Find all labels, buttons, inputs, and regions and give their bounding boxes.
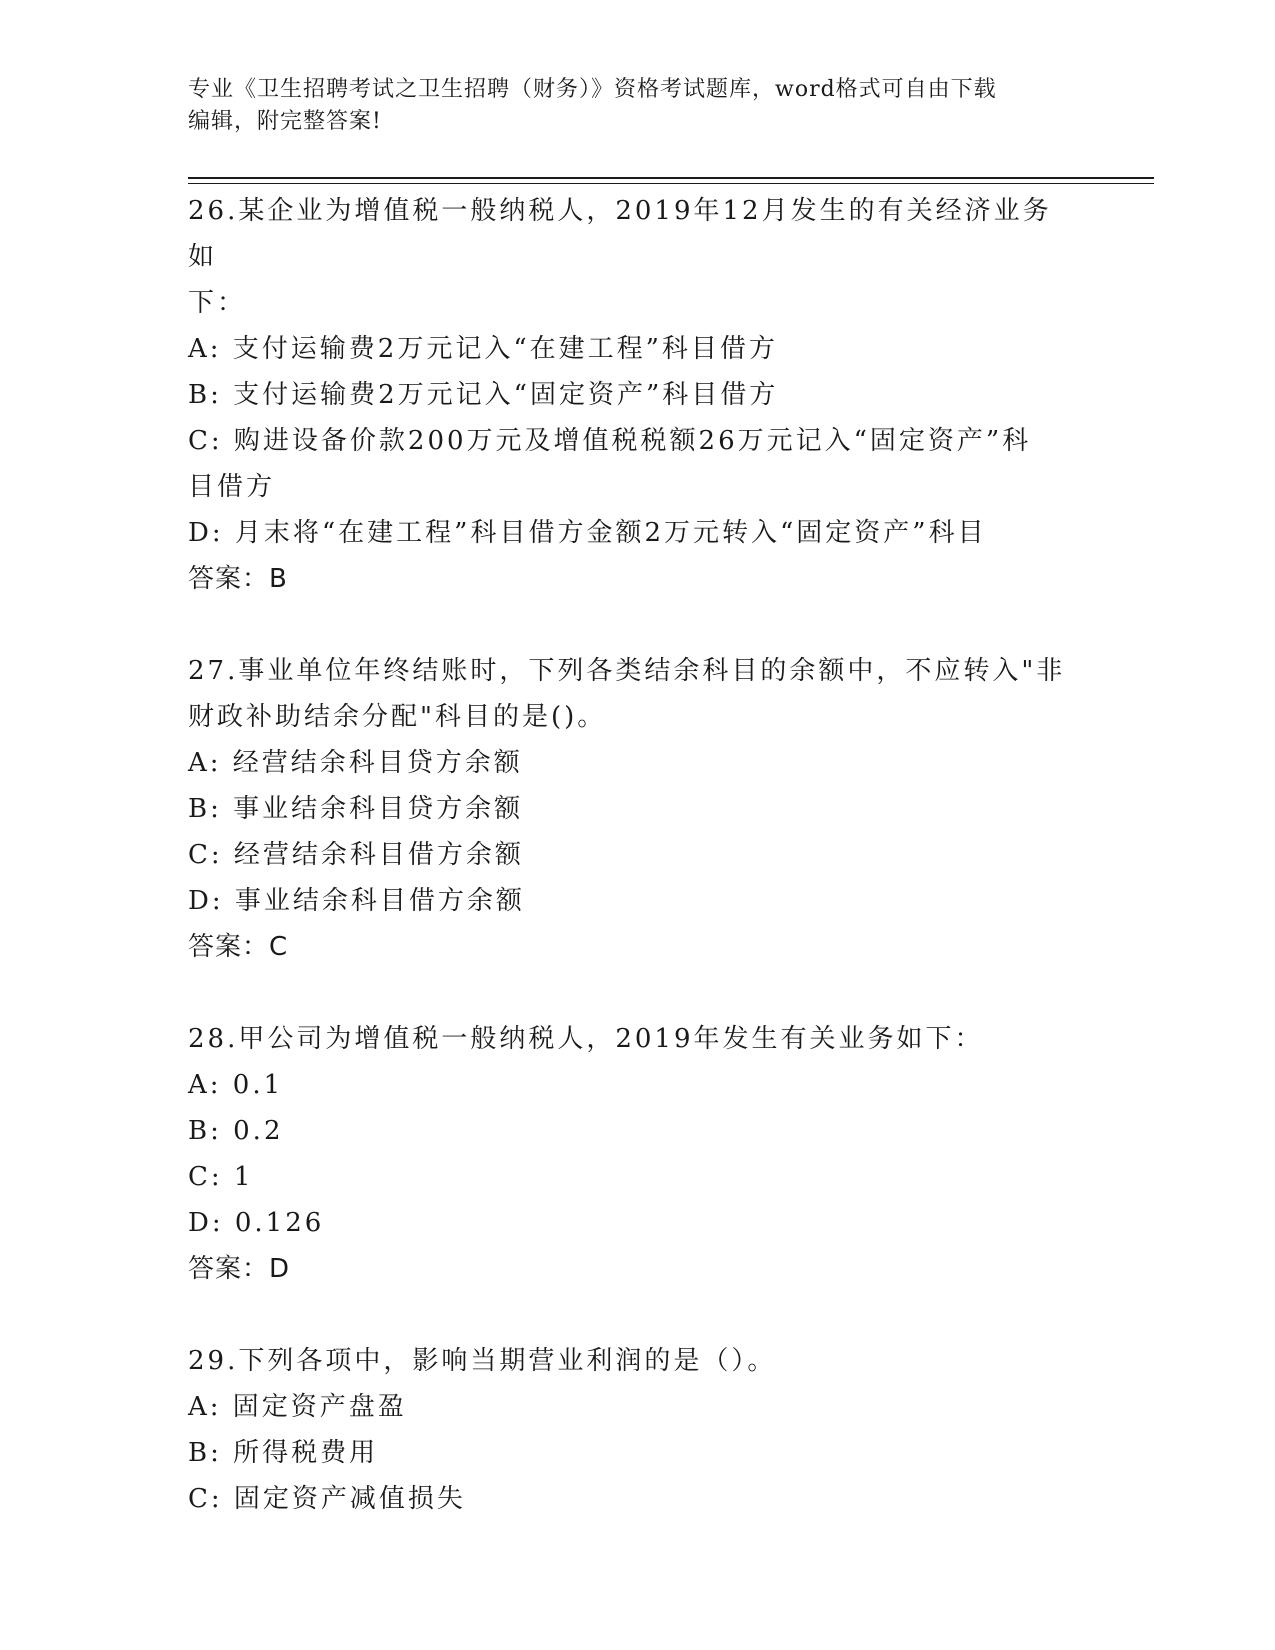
question-stem: 29.下列各项中，影响当期营业利润的是（）。: [188, 1346, 777, 1376]
option-c-line: C: 购进设备价款200万元及增值税税额26万元记入“固定资产”科: [188, 426, 1032, 456]
option-c: C: 1: [188, 1162, 254, 1192]
option-d: D: 0.126: [188, 1208, 325, 1238]
question-stem-line: 27.事业单位年终结账时，下列各类结余科目的余额中，不应转入"非: [188, 656, 1066, 686]
header-line-2: 编辑，附完整答案!: [188, 109, 382, 134]
question-stem-line: 财政补助结余分配"科目的是()。: [188, 702, 607, 732]
header-divider-thin: [188, 183, 1154, 184]
question-26: [188, 188, 1068, 602]
question-list: [188, 188, 1068, 1568]
option-a: A: 支付运输费2万元记入“在建工程”科目借方: [188, 334, 778, 364]
option-c: C: 固定资产减值损失: [188, 1484, 466, 1514]
option-d: D: 月末将“在建工程”科目借方金额2万元转入“固定资产”科目: [188, 518, 987, 548]
option-c: C: 经营结余科目借方余额: [188, 840, 524, 870]
question-28: [188, 1016, 1068, 1292]
answer-label: 答案：B: [188, 564, 288, 594]
question-stem: 28.甲公司为增值税一般纳税人，2019年发生有关业务如下：: [188, 1024, 984, 1054]
option-a: A: 经营结余科目贷方余额: [188, 748, 523, 778]
option-d: D: 事业结余科目借方余额: [188, 886, 525, 916]
question-stem-line: 26.某企业为增值税一般纳税人，2019年12月发生的有关经济业务如: [188, 196, 1052, 272]
option-b: B: 0.2: [188, 1116, 284, 1146]
question-27: [188, 648, 1068, 970]
document-header: [188, 74, 1088, 138]
option-c-line: 目借方: [188, 472, 276, 502]
question-stem-line: 下：: [188, 288, 247, 318]
option-b: B: 支付运输费2万元记入“固定资产”科目借方: [188, 380, 779, 410]
header-divider-thick: [188, 177, 1154, 179]
option-a: A: 固定资产盘盈: [188, 1392, 407, 1422]
header-line-1: 专业《卫生招聘考试之卫生招聘（财务）》资格考试题库，word格式可自由下载: [188, 77, 997, 102]
answer-label: 答案：C: [188, 932, 289, 962]
question-29: [188, 1338, 1068, 1522]
option-a: A: 0.1: [188, 1070, 284, 1100]
answer-label: 答案：D: [188, 1254, 291, 1284]
option-b: B: 事业结余科目贷方余额: [188, 794, 524, 824]
option-b: B: 所得税费用: [188, 1438, 379, 1468]
